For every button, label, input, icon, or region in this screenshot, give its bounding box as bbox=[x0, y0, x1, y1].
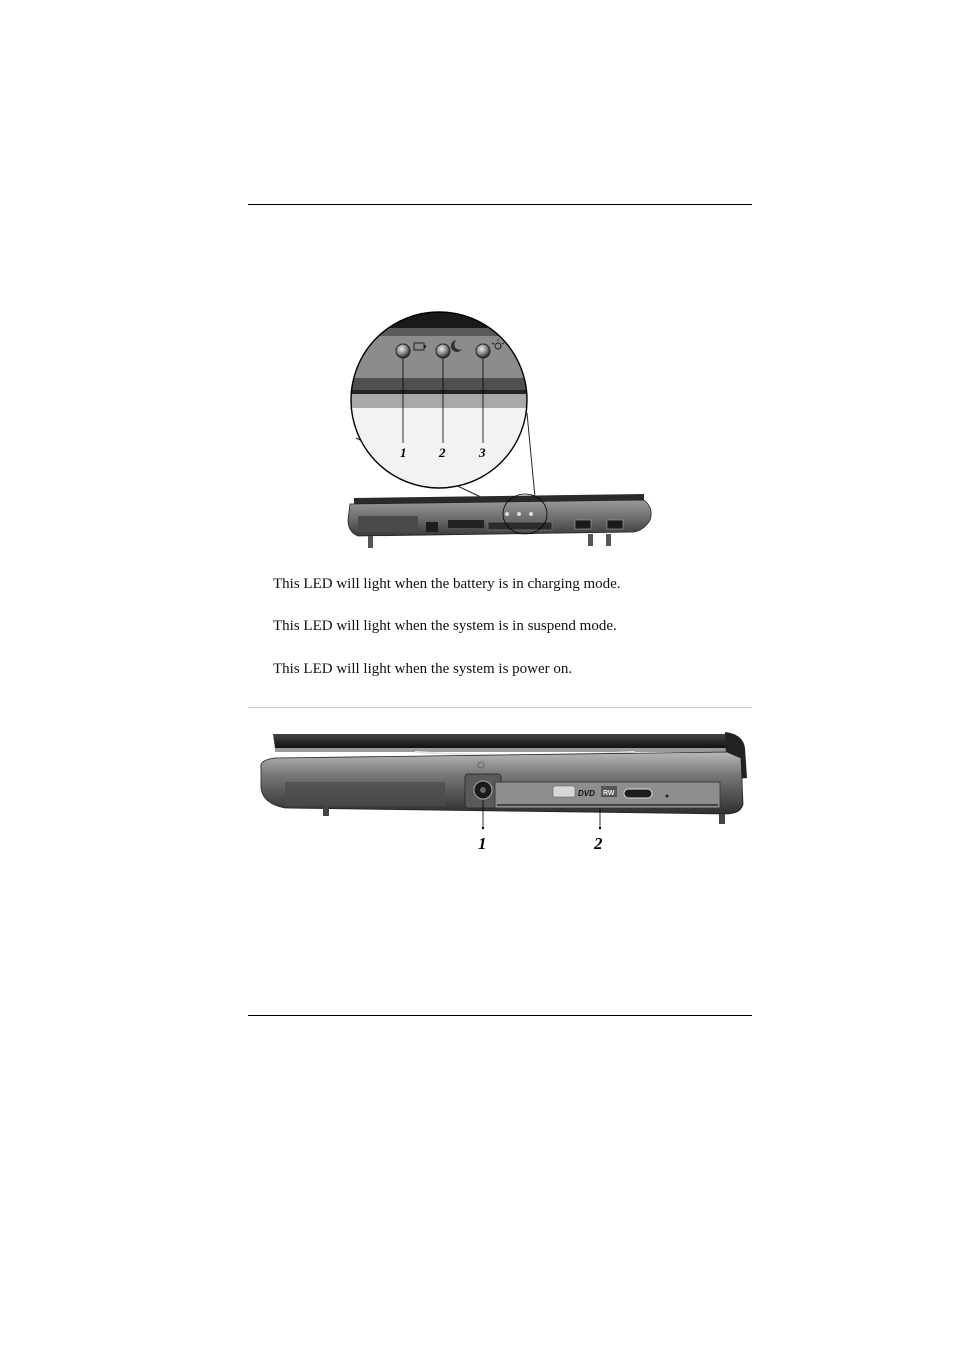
rw-logo-icon: RW bbox=[603, 790, 615, 797]
side-callout-1: 1 bbox=[478, 834, 487, 853]
led-callout-3: 3 bbox=[479, 445, 486, 460]
optical-drive bbox=[495, 782, 720, 808]
led-indicator-figure bbox=[344, 308, 664, 550]
laptop-front-view bbox=[348, 494, 651, 548]
header-rule bbox=[248, 204, 752, 205]
led-description-power: This LED will light when the system is power on. bbox=[273, 661, 573, 677]
section-divider bbox=[248, 707, 752, 708]
dvd-logo-icon: DVD bbox=[578, 789, 595, 798]
right-side-view-figure bbox=[255, 728, 755, 856]
footer-rule bbox=[248, 1015, 752, 1016]
eject-button[interactable] bbox=[624, 789, 652, 798]
led-callout-2: 2 bbox=[439, 445, 446, 460]
led-description-suspend: This LED will light when the system is in suspend mode. bbox=[273, 618, 617, 634]
led-description-battery: This LED will light when the battery is in charging mode. bbox=[273, 576, 621, 592]
led-callout-1: 1 bbox=[400, 445, 407, 460]
side-callout-2: 2 bbox=[594, 834, 603, 853]
